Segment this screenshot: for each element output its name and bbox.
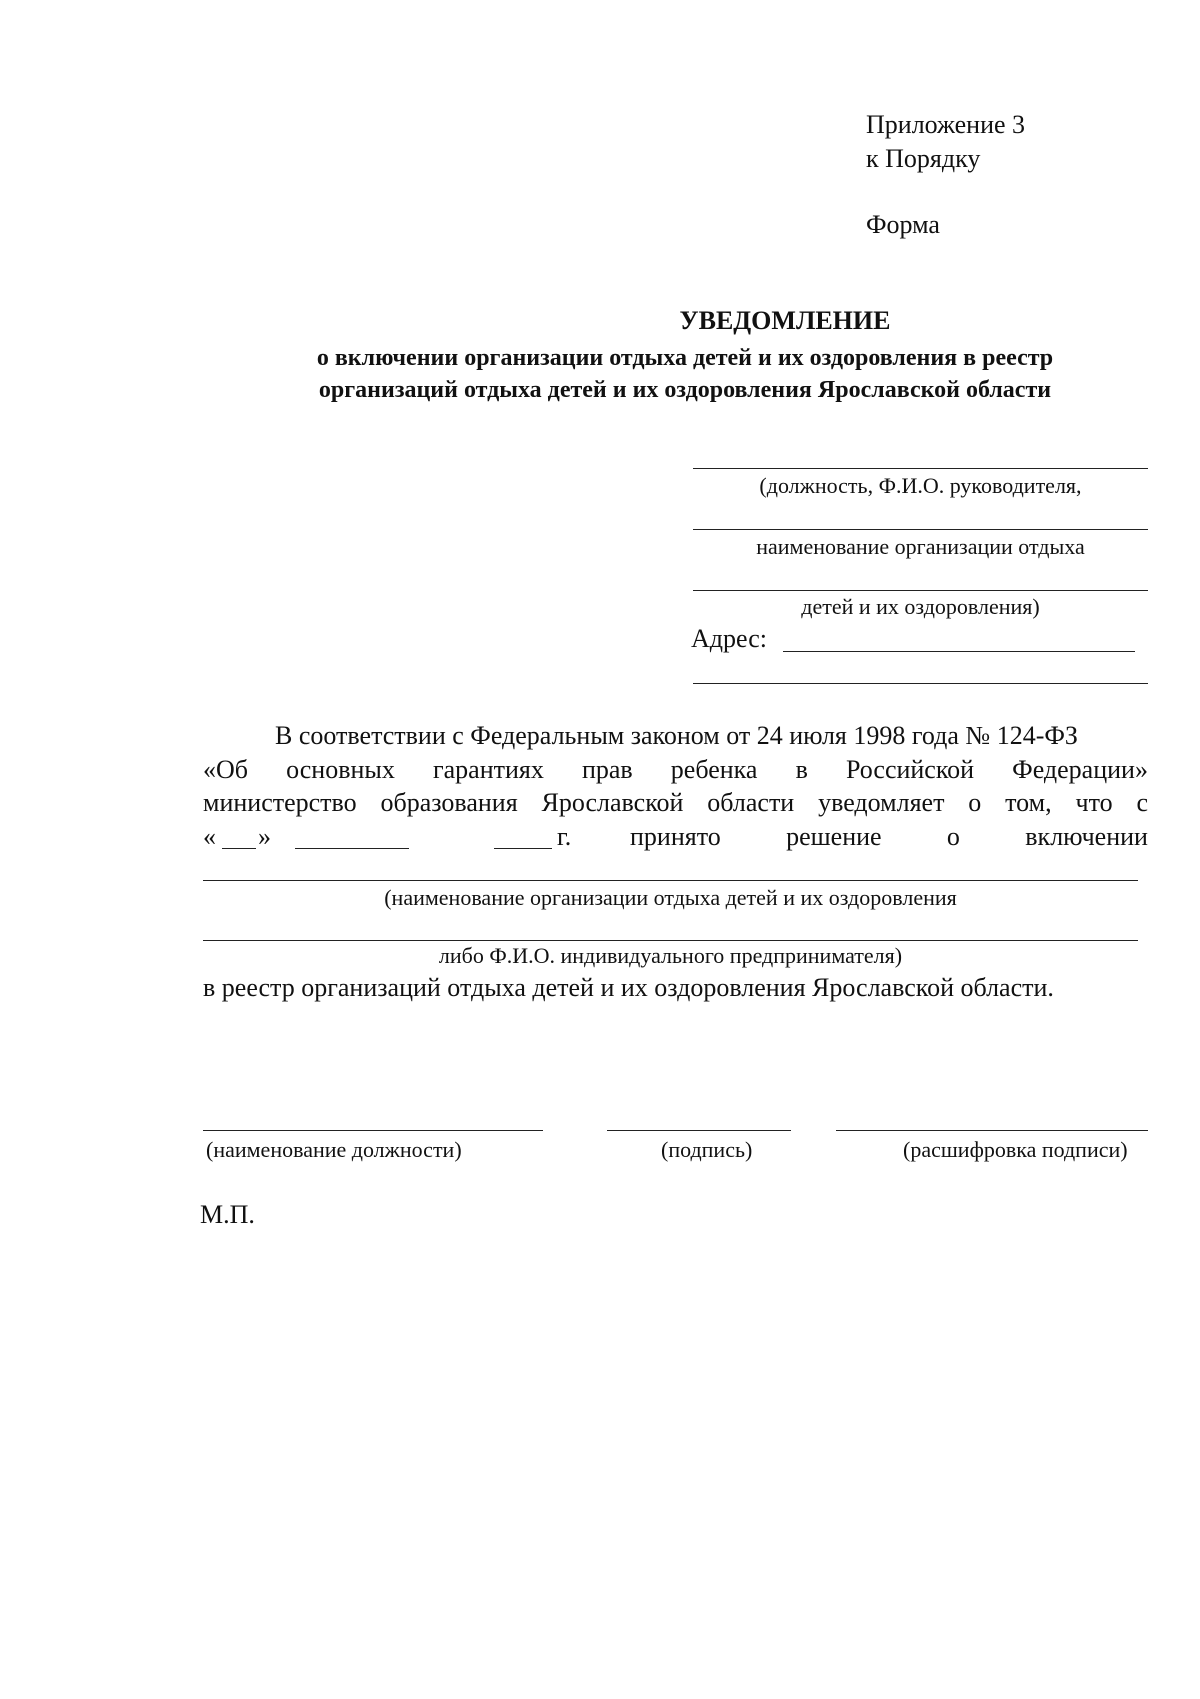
addressee-caption-2: наименование организации отдыха xyxy=(756,534,1085,559)
body-line-4-words xyxy=(630,822,1148,852)
form-label: Форма xyxy=(866,210,940,239)
body-line-4-word: решение xyxy=(786,822,882,851)
addressee-line-3 xyxy=(693,590,1148,591)
decoding-caption: (расшифровка подписи) xyxy=(903,1137,1128,1162)
signature-line xyxy=(607,1130,791,1131)
addressee-caption-1: (должность, Ф.И.О. руководителя, xyxy=(759,473,1082,498)
appendix-order-ref: к Порядку xyxy=(866,144,981,173)
addressee-line-2 xyxy=(693,529,1148,530)
org-name-caption: (наименование организации отдыха детей и их оздоровления xyxy=(384,885,957,910)
address-label: Адрес: xyxy=(691,624,767,653)
stamp-place-label: М.П. xyxy=(200,1200,255,1229)
date-year-suffix: г. xyxy=(557,822,572,851)
date-month-blank xyxy=(295,848,409,849)
body-line-2-word: прав xyxy=(581,755,633,784)
body-final-line: в реестр организаций отдыха детей и их оздоровления Ярославской области. xyxy=(203,973,1054,1002)
body-line-2-word: ребенка xyxy=(670,755,758,784)
body-line-2-word: «Об xyxy=(203,755,249,784)
document-subtitle-line1: о включении организации отдыха детей и их оздоровления в реестр xyxy=(316,345,1054,371)
body-line-2-word: в xyxy=(795,755,808,784)
body-line-1: В соответствии с Федеральным законом от 24 июля 1998 года № 124-ФЗ xyxy=(275,721,1078,750)
position-line xyxy=(203,1130,543,1131)
body-line-2-word: Федерации» xyxy=(1012,755,1148,784)
body-line-2 xyxy=(203,755,1148,785)
position-caption: (наименование должности) xyxy=(206,1137,462,1162)
ip-name-caption: либо Ф.И.О. индивидуального предпринимателя) xyxy=(438,943,903,968)
document-subtitle-line2: организаций отдыха детей и их оздоровления Ярославской области xyxy=(318,377,1052,403)
document-title: УВЕДОМЛЕНИЕ xyxy=(679,306,891,335)
date-day-blank xyxy=(222,848,256,849)
org-name-line xyxy=(203,880,1138,881)
body-line-2-word: гарантиях xyxy=(432,755,544,784)
body-line-4-word: о xyxy=(946,822,960,851)
addressee-line-1 xyxy=(693,468,1148,469)
ip-name-line xyxy=(203,940,1138,941)
body-line-3: министерство образования Ярославской области уведомляет о том, что с xyxy=(203,788,1148,817)
body-line-2-word: Российской xyxy=(845,755,975,784)
decoding-line xyxy=(836,1130,1148,1131)
address-line-2 xyxy=(693,683,1148,684)
body-line-4-word: принято xyxy=(630,822,721,851)
signature-caption: (подпись) xyxy=(661,1137,753,1162)
date-year-blank xyxy=(494,848,552,849)
date-close-quote: » xyxy=(258,822,271,851)
appendix-number: Приложение 3 xyxy=(866,110,1026,139)
address-line-1 xyxy=(783,651,1135,652)
addressee-caption-3: детей и их оздоровления) xyxy=(801,594,1040,619)
date-open-quote: « xyxy=(203,822,216,851)
body-line-4-word: включении xyxy=(1025,822,1148,851)
body-line-2-word: основных xyxy=(286,755,395,784)
